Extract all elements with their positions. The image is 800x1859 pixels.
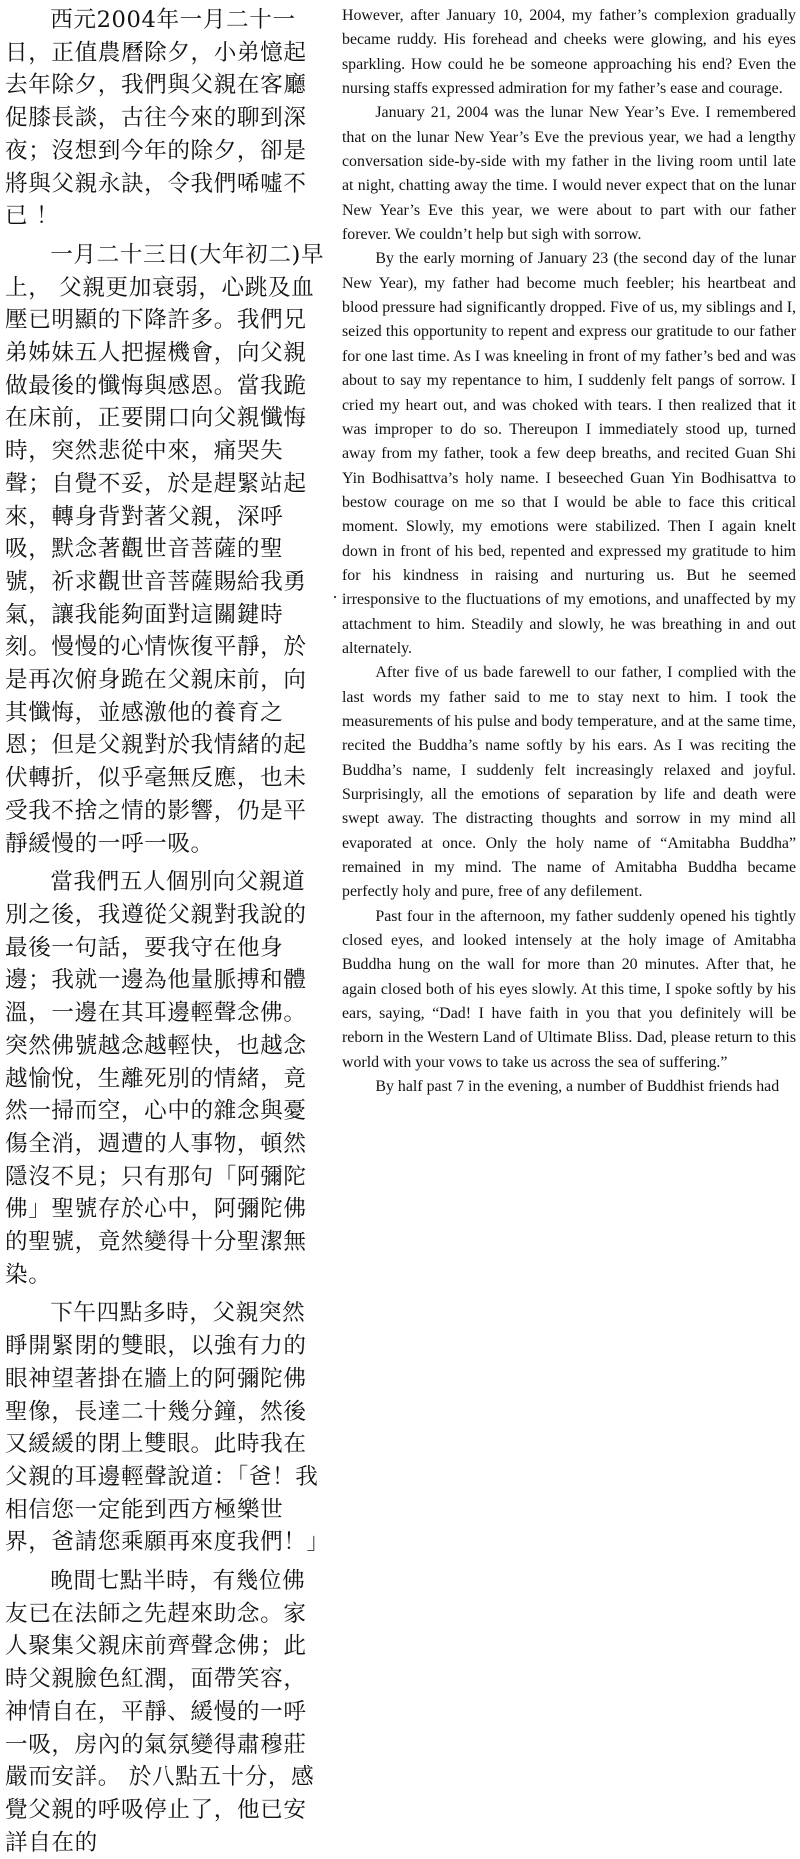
english-paragraph: By the early morning of January 23 (the second day of the lunar New Year), my father had become much feebler; his heartbeat and blood pressure had significantly dropped. Five of us, my siblings and I, seized this opportunity to repent and express our gratitude to our father for one last time. As I was kneeling in front of my father’s bed and was about to say my repentance to him, I suddenly felt pangs of sorrow. I cried my heart out, and was choked with tears. I then realized that it was improper to do so. Thereupon I immediately stood up, turned away from my father, took a few deep breaths, and recited Guan Shi Yin Bodhisattva’s holy name. I beseeched Guan Yin Bodhisattva to bestow courage on me so that I would be able to face this critical moment. Slowly, my emotions were stabilized. Then I again knelt down in front of his bed, repented and expressed my gratitude to him for his kindness in raising and nurturing us. But he seemed irresponsive to the fluctuations of my emotions, and unaffected by my attachment to him. Steadily and slowly, he was breathing in and out alternately. xyxy=(342,250,796,657)
chinese-paragraph: 一月二十三日(大年初二)早上， 父親更加衰弱，心跳及血壓已明顯的下降許多。我們兄弟姊妹五人把握機會，向父親做最後的懺悔與感恩。當我跪在床前，正要開口向父親懺悔時，突然悲從中來，痛哭失聲；自覺不妥，於是趕緊站起來，轉身背對著父親，深呼吸，默念著觀世音菩薩的聖號，祈求觀世音菩薩賜給我勇氣，讓我能夠面對這關鍵時刻。慢慢的心情恢復平靜，於是再次俯身跪在父親床前，向其懺悔，並感激他的養育之恩；但是父親對於我情緒的起伏轉折，似乎毫無反應，也未受我不捨之情的影響，仍是平靜緩慢的一呼一吸。 xyxy=(5,241,325,857)
chinese-paragraph: 晚間七點半時，有幾位佛友已在法師之先趕來助念。家人聚集父親床前齊聲念佛；此時父親臉色紅潤，面帶笑容，神情自在，平靜、緩慢的一呼一吸，房內的氣氛變得肅穆莊嚴而安詳。 於八點五十分，感覺父親的呼吸停止了，他已安詳自在的 xyxy=(5,1568,315,1856)
english-paragraph: By half past 7 in the evening, a number of Buddhist friends had xyxy=(375,1078,780,1096)
chinese-paragraph: 西元2004年一月二十一日，正值農曆除夕，小弟憶起去年除夕，我們與父親在客廳促膝長談，古往今來的聊到深夜；沒想到今年的除夕，卻是將與父親永訣，令我們唏噓不已 ！ xyxy=(5,7,307,230)
english-paragraph: January 21, 2004 was the lunar New Year’s Eve. I remembered that on the lunar New Year’s Eve the previous year, we had a lengthy conversation side-by-side with my father in the living room until late at night, chatting away the time. I would never expect that on the lunar New Year’s Eve this year, we were about to part with our father forever. We couldn’t help but sigh with sorrow. xyxy=(342,104,796,244)
english-text-column xyxy=(342,4,796,1099)
chinese-paragraph: 下午四點多時，父親突然睜開緊閉的雙眼，以強有力的眼神望著掛在牆上的阿彌陀佛聖像，長達二十幾分鐘，然後又緩緩的閉上雙眼。此時我在父親的耳邊輕聲說道：「爸！我相信您一定能到西方極樂世界，爸請您乘願再來度我們！」 xyxy=(5,1300,330,1556)
column-gutter-mark xyxy=(334,596,336,598)
english-paragraph: Past four in the afternoon, my father suddenly opened his tightly closed eyes, and looked intensely at the holy image of Amitabha Buddha hung on the wall for more than 20 minutes. After that, he again closed both of his eyes slowly. At this time, I spoke softly by his ears, saying, “Dad! I have faith in you that you definitely will be reborn in the Western Land of Ultimate Bliss. Dad, please return to this world with your vows to take us across the sea of suffering.” xyxy=(342,907,796,1071)
chinese-paragraph: 當我們五人個別向父親道別之後，我遵從父親對我說的最後一句話，要我守在他身邊；我就一邊為他量脈搏和體溫，一邊在其耳邊輕聲念佛。突然佛號越念越輕快，也越念越愉悅，生離死別的情緒，竟然一掃而空，心中的雜念與憂傷全消，週遭的人事物，頓然隱沒不見；只有那句「阿彌陀佛」聖號存於心中，阿彌陀佛的聖號，竟然變得十分聖潔無染。 xyxy=(5,869,307,1288)
chinese-text-column xyxy=(5,4,330,1859)
english-paragraph: After five of us bade farewell to our father, I complied with the last words my father said to me to stay next to him. I took the measurements of his pulse and body temperature, and at the same time, recited the Buddha’s name softly by his ears. As I was reciting the Buddha’s name, I suddenly felt increasingly relaxed and joyful. Surprisingly, all the emotions of separation by life and death were swept away. The distracting thoughts and sorrow in my mind all evaporated at once. Only the holy name of “Amitabha Buddha” remained in my mind. The name of Amitabha Buddha became perfectly holy and pure, free of any defilement. xyxy=(342,664,796,901)
english-paragraph: However, after January 10, 2004, my father’s complexion gradually became ruddy. His forehead and cheeks were glowing, and his eyes sparkling. How could he be someone approaching his end? Even the nursing staffs expressed admiration for my father’s ease and courage. xyxy=(342,7,796,98)
